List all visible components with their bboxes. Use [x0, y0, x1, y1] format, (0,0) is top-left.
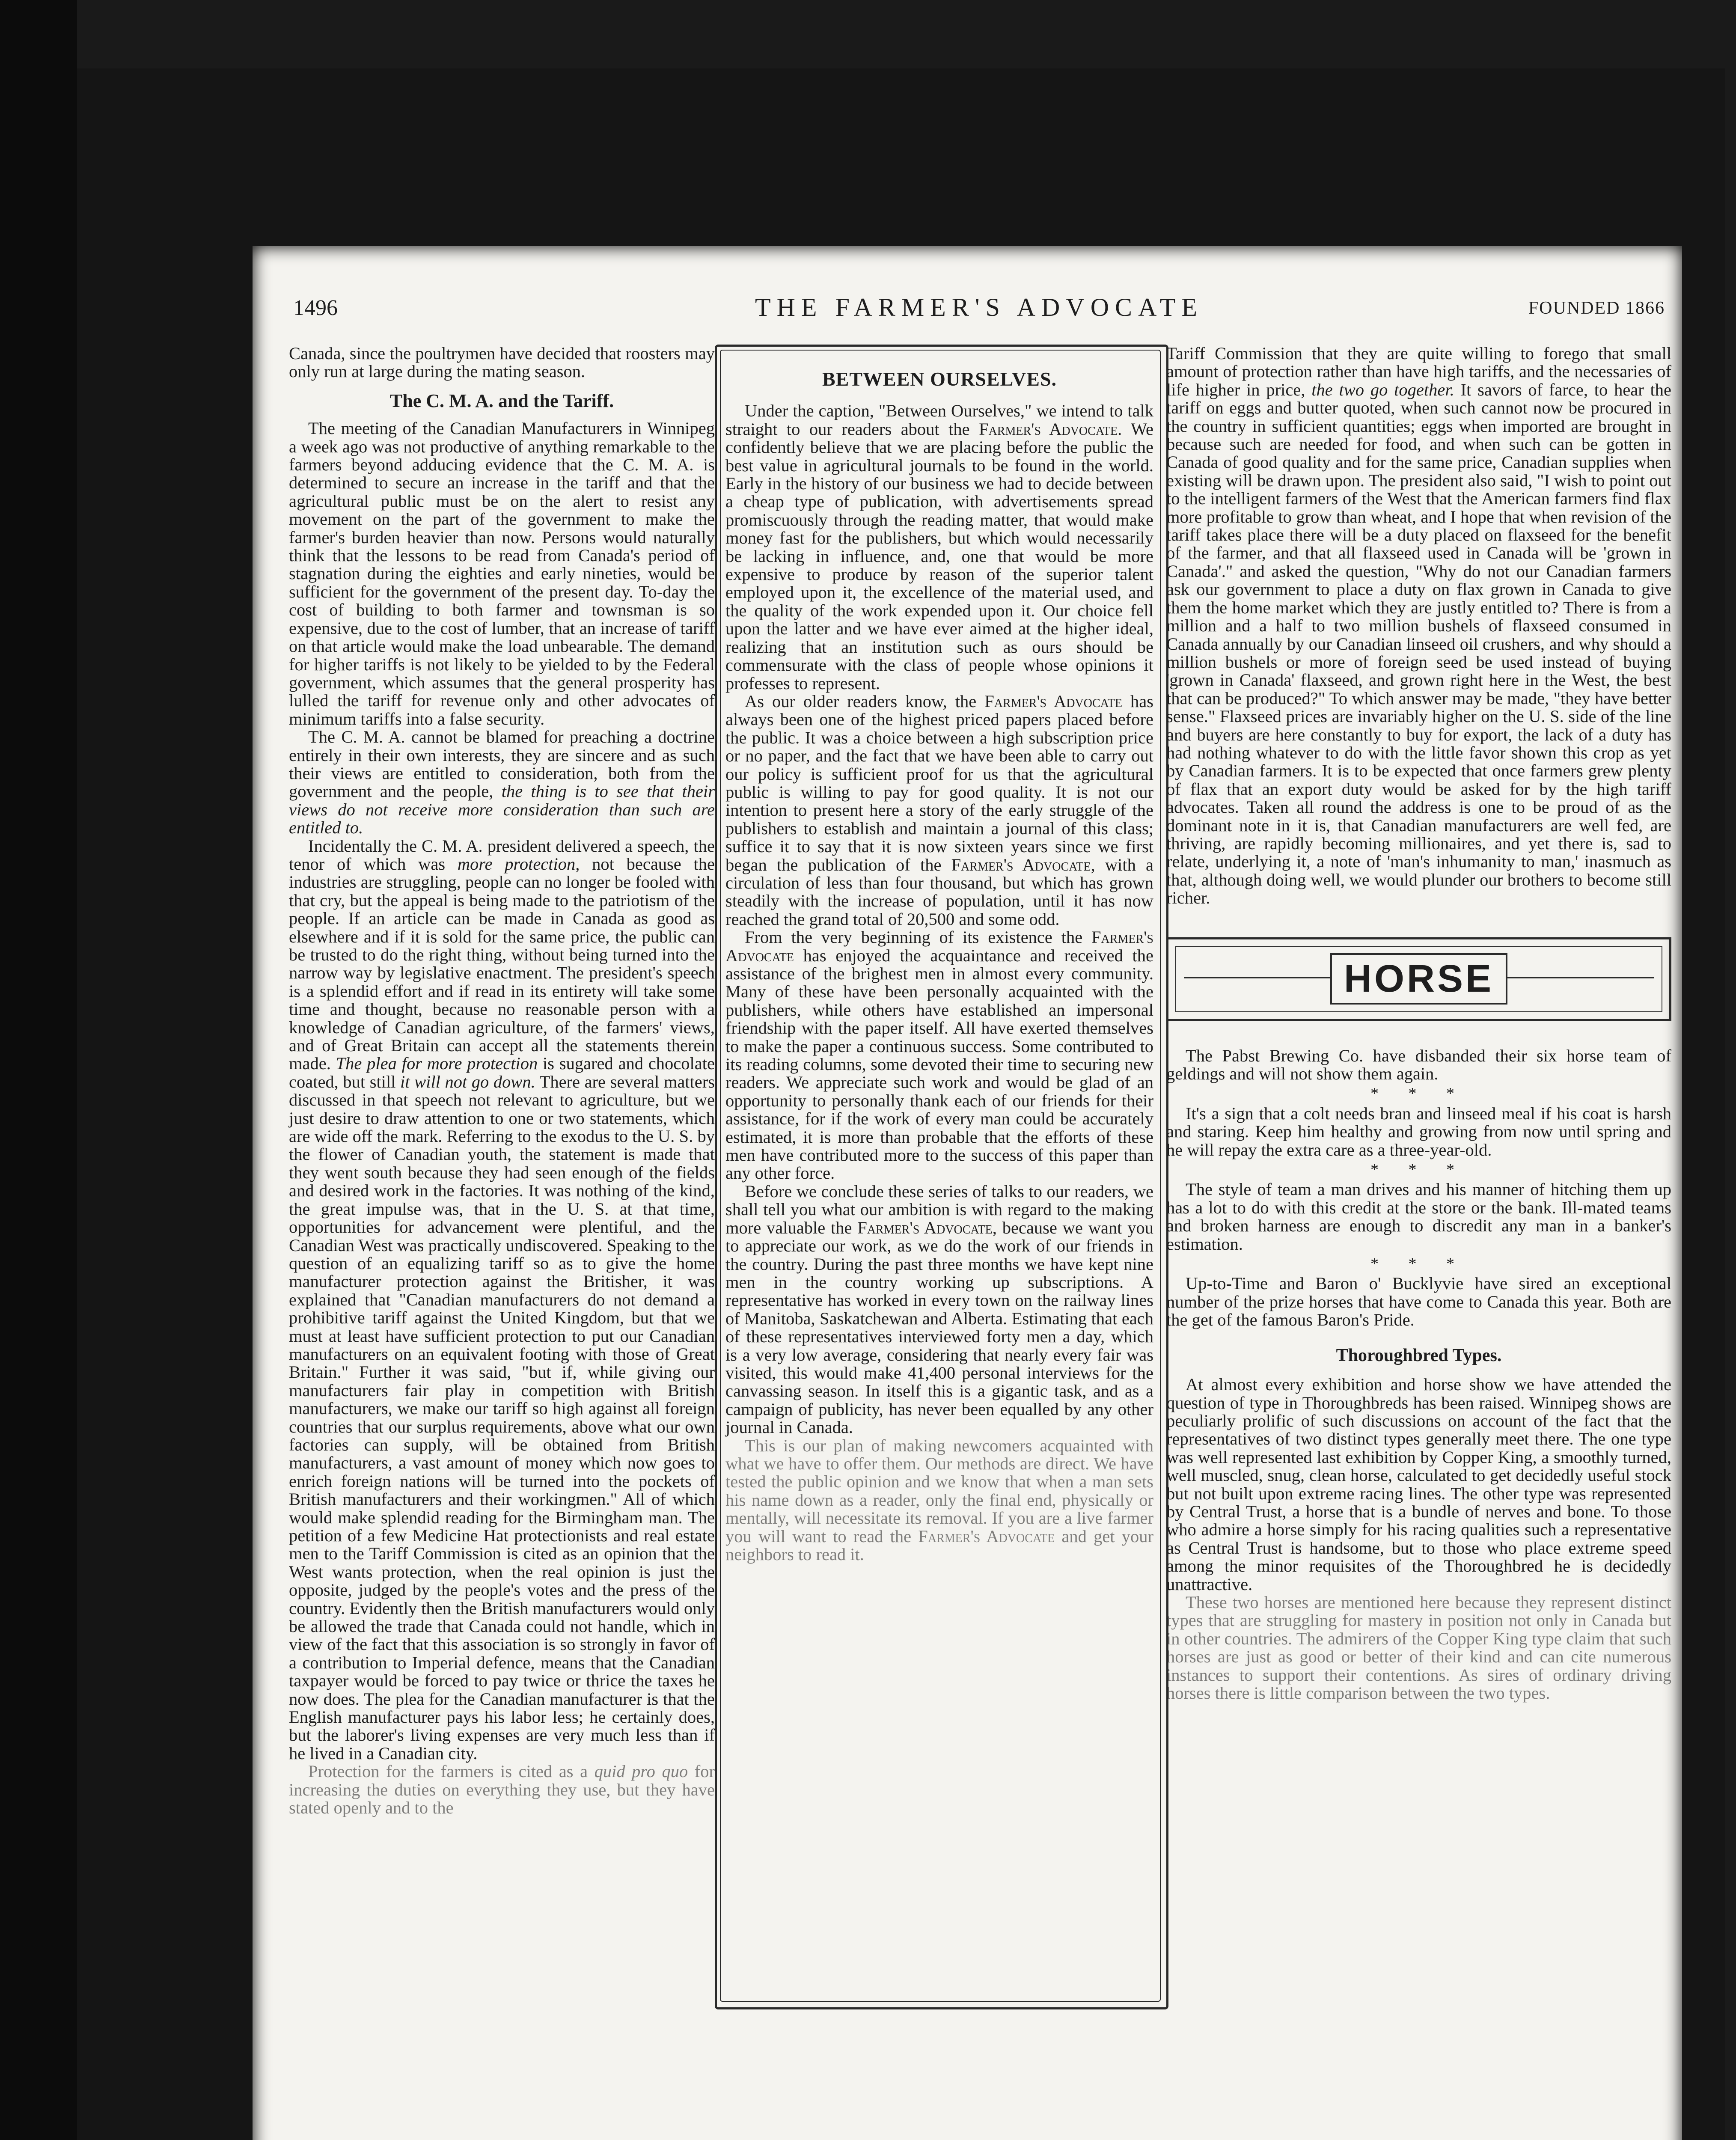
- text-run: Incidentally the C. M. A. president delivered a speech, the tenor of which was: [289, 836, 715, 874]
- column-left: [289, 345, 715, 1817]
- paragraph: Canada, since the poultrymen have decided that roosters may only run at large during the mating season.: [289, 344, 715, 381]
- paragraph: The Pabst Brewing Co. have disbanded their six horse team of geldings and will not show them again.: [1166, 1046, 1671, 1083]
- paragraph: [289, 1763, 715, 1817]
- banner-label: HORSE: [1330, 953, 1507, 1005]
- text-run: with a circulation of less than four thousand, but which has grown steadily with the increase of population, until it has now reached the grand total of 20,500 and some odd.: [725, 855, 1153, 929]
- italic-run: quid pro quo: [594, 1762, 688, 1781]
- text-run: is sugared and chocolate coated, but still: [289, 1054, 715, 1091]
- text-run: not because the industries are struggling, people can no longer be fooled with that cry, but the appeal is being made to the patriotism of the people. If an article can be made in Canada as good as elsewhere and if it is sold for the same price, the public can be trusted to do the right thing, without being turned into the narrow way by legislative enactment. The president's speech is a splendid effort and if read in its entirety will take some time and thought, because no reasonable person with a knowledge of Canadian agriculture, of the farmers' views, and of Great Britain can accept all the statements therein made.: [289, 854, 715, 1073]
- separator-stars: * * *: [1370, 1085, 1467, 1103]
- paragraph: [289, 837, 715, 1763]
- text-run: has always been one of the highest priced papers placed before the public. It was a choice between a high subscription price or no paper, and the fact that we have been able to carry out our policy is sufficient proof for us that the agricultural public is willing to pay for good quality. It is not our intention to present here a story of the early struggle of the publishers to establish and maintain a journal of this class; suffice it to say that it is now sixteen years since we first began the publication of the: [725, 691, 1153, 874]
- text-run: Before we conclude these series of talks to our readers, we shall tell you what our ambition is with regard to the making more valuable the: [725, 1181, 1153, 1237]
- paragraph: [725, 693, 1153, 928]
- italic-run: more protection,: [457, 854, 580, 874]
- text-run: It savors of farce, to hear the tariff on eggs and butter quoted, when such cannot now be procured in the country in sufficient quantities; eggs when imported are brought in because such are needed for food, and when such can be gotten in Canada of good quality and for the same price, Canadian supplies when existing will be drawn upon. The president also said, "I wish to point out to the intelligent farmers of the West that the American farmers find flax more profitable to grow than wheat, and I hope that when revision of the tariff takes place there will be a duty placed on flaxseed for the benefit of the farmer, and that all flaxseed used in Canada will be 'grown in Canada'." and asked the question, "Why do not our Canadian farmers ask our government to place a duty on flax grown in Canada to give them the home market which they are justly entitled to? There is from a million and a half to two million bushels of flaxseed consumed in Canada annually by our Canadian linseed oil crushers, and why should a million bushels or more of foreign seed be used instead of buying 'grown in Canada' flaxseed, and grown right here in the West, the best that can be produced?" To which answer may be made, "they have better sense." Flaxseed prices are invariably higher on the U. S. side of the line and buyers are here constantly to buy for export, the lack of a duty has had nothing whatever to do with the little favor shown this crop as yet by Canadian farmers. It is to be expected that once farmers grew plenty of flax that an export duty would be asked for by the high tariff advocates. Taken all round the address is one to be proud of as the dominant note in it is, that Canadian manufacturers are well fed, are thriving, are rapidly becoming millionaires, and yet there is, sad to relate, underlying it, a note of 'man's inhumanity to man,' inasmuch as that, although doing well, we would plunder our brothers to become still richer.: [1166, 380, 1672, 908]
- text-run: This is our plan of making newcomers acquainted with what we have to offer them. Our methods are direct. We have tested the public opinion and we know that when a man sets his name down as a reader, only the final end, physically or mentally, will necessitate its removal. If you are a live farmer you will want to read the: [725, 1436, 1153, 1546]
- paragraph: [1166, 345, 1671, 907]
- paragraph: It's a sign that a colt needs bran and linseed meal if his coat is harsh and staring. Keep him healthy and growing from now until spring and he will repay the extra care as a three-year-old.: [1166, 1103, 1671, 1159]
- small-caps-run: Farmer's Advocate,: [857, 1218, 997, 1237]
- italic-run: The plea for more protection: [336, 1054, 538, 1073]
- text-run: There are several matters discussed in that speech not relevant to agriculture, but we just desire to draw attention to one or two statements, which are wide off the mark. Referring to the exodus to the U. S. by the flower of Canadian youth, the statement is made that they went south because they had seen enough of the fields and desired work in the factories. It was nothing of the kind, the great impulse was, that in the U. S. at that time, opportunities for advancement were plentiful, and the Canadian West was practically undiscovered. Speaking to the question of an equalizing tariff so as to give the home manufacturer protection against the Britisher, it was explained that "Canadian manufacturers do not demand a prohibitive tariff against the United Kingdom, but that we must at least have sufficient protection to put our Canadian manufacturers on an equivalent footing with those of Great Britain." Further it was said, "but if, while giving our manufacturers fair play in competition with British manufacturers, we make our tariff so high against all foreign countries that our surplus requirements, above what our own factories can supply, will be obtained from British manufacturers, a vast amount of money which now goes to enrich foreign nations will be turned into the pockets of British manufacturers and their workingmen." All of which would make splendid reading for the Birmingham man. The petition of a few Medicine Hat protectionists and real estate men to the Tariff Commission is cited as an opinion that the West wants protection, when the real opinion is just the opposite, judged by the people's votes and the press of the country. Evidently then the British manufacturers would only be allowed the trade that Canada could not handle, which in view of the fact that this association is so strongly in favor of a contribution to Imperial defence, means that the Canadian taxpayer would be forced to pay twice or thrice the taxes he now does. The plea for the Canadian manufacturer is that the English manufacturer pays his labor less; he certainly does, but the laborer's living expenses are very much less than if he lived in a Canadian city.: [289, 1072, 715, 1763]
- column-between-ourselves: [725, 345, 1153, 1563]
- text-run: As our older readers know, the: [745, 691, 977, 711]
- small-caps-run: Farmer's Advocate: [918, 1526, 1055, 1546]
- small-caps-run: Farmer's Advocate.: [979, 419, 1122, 439]
- italic-run: the thing is to see that their views do not receive more consideration than such are entitled to.: [289, 782, 715, 838]
- text-run: Tariff Commission that they are quite willing to forego that small amount of protection rather than have high tariffs, and the necessaries of life higher in price,: [1166, 344, 1671, 399]
- text-run: has enjoyed the acquaintance and received the assistance of the brighest men in almost every community. Many of these have been personally acquainted with the publishers, while others have established an impersonal friendship with the paper itself. All have exerted themselves to make the paper a continuous success. Some contributed to its reading columns, some devoted their time to securing new readers. We appreciate such work and would be glad of an opportunity to personally thank each of our friends for their assistance, for if the work of every man could be accurately estimated, it is more than probable that the efforts of these men have contributed more to the success of this paper than any other force.: [725, 945, 1154, 1183]
- paragraph: At almost every exhibition and horse show we have attended the question of type in Thoroughbreds has been raised. Winnipeg shows are peculiarly prolific of such discussions on account of the fact that the representatives of two distinct types generally meet there. The one type was well represented last exhibition by Copper King, a smoothly turned, well muscled, snug, clean horse, calculated to get decidedly useful stock but not built upon extreme racing lines. The other type was represented by Central Trust, a horse that is a bundle of nerves and bone. To those who admire a horse simply for his racing qualities such a representative as Central Trust is handsome, but to those who place extreme speed among the minor requisites of the Thoroughbred he is decidedly unattractive.: [1166, 1375, 1671, 1594]
- paragraph: The style of team a man drives and his manner of hitching them up has a lot to do with this credit at the store or the bank. Ill-mated teams and broken harness are enough to discredit any man in a banker's estimation.: [1166, 1180, 1671, 1254]
- small-caps-run: Farmer's Advocate,: [951, 855, 1095, 874]
- founded-date: FOUNDED 1866: [1528, 298, 1665, 318]
- banner-frame: [1175, 946, 1662, 1012]
- scan-shadow-left: [0, 0, 77, 2140]
- text-run: We confidently believe that we are placing before the public the best value in agricultural journals to be found in the world. Early in the history of our business we had to decide between a cheap type of publication, with advertisements spread promiscuously through the reading matter, that would make money fast for the publishers, but which would necessarily be lacking in influence, and, one that would be more expensive to produce by reason of the superior talent employed upon it, the excellence of the material used, and the quality of the work expended upon it. Our choice fell upon the latter and we have ever aimed at the higher ideal, realizing that an institution such as ours should be commensurate with the class of people whose opinions it professes to represent.: [725, 419, 1153, 693]
- small-caps-run: Farmer's Advocate: [984, 691, 1122, 711]
- paragraph: [725, 402, 1153, 693]
- italic-run: the two go together.: [1311, 380, 1454, 399]
- paragraph: Up-to-Time and Baron o' Bucklyvie have sired an exceptional number of the prize horses that have come to Canada this year. Both are the get of the famous Baron's Pride.: [1166, 1274, 1671, 1330]
- separator-stars: * * *: [1370, 1161, 1467, 1179]
- box-title: BETWEEN OURSELVES.: [822, 368, 1057, 390]
- text-run: because we want you to appreciate our work, as we do the work of our friends in the country. During the past three months we have kept nine men in the country working up subscriptions. A representative has worked in every town on the railway lines of Manitoba, Saskatchewan and Alberta. Estimating that each of these representatives interviewed forty men a day, which is a very low average, considering that nearly every fair was visited, this would make 41,400 personal interviews for the canvassing season. In itself this is a gigantic task, and as a campaign of publicity, has never been equalled by any other journal in Canada.: [725, 1218, 1153, 1437]
- text-run: From the very beginning of its existence the: [745, 927, 1083, 947]
- newspaper-page: [253, 246, 1682, 2140]
- page-number: 1496: [293, 296, 338, 320]
- paragraph: [725, 928, 1153, 1183]
- text-run: for increasing the duties on everything they use, but they have stated openly and to the: [289, 1762, 715, 1818]
- masthead: THE FARMER'S ADVOCATE: [755, 293, 1204, 321]
- section-heading-thoroughbred-types: Thoroughbred Types.: [1336, 1345, 1502, 1365]
- section-heading-cma-tariff: The C. M. A. and the Tariff.: [389, 390, 614, 411]
- separator-stars: * * *: [1370, 1255, 1467, 1273]
- paragraph: These two horses are mentioned here because they represent distinct types that are struggling for mastery in position not only in Canada but in other countries. The admirers of the Copper King type claim that such horses are just as good or better of their kind and can cite numerous instances to support their contentions. As sires of ordinary driving horses there is little comparison between the two types.: [1166, 1592, 1671, 1703]
- text-run: Protection for the farmers is cited as a: [308, 1762, 588, 1781]
- italic-run: it will not go down.: [400, 1072, 535, 1091]
- text-run: Under the caption, "Between Ourselves," we intend to talk straight to our readers about the: [725, 401, 1153, 439]
- column-right: [1166, 345, 1671, 1702]
- text-run: The C. M. A. cannot be blamed for preaching a doctrine entirely in their own interests, they are sincere and as such their views are entitled to consideration, both from the government and the people,: [289, 727, 715, 801]
- paragraph: The meeting of the Canadian Manufacturers in Winnipeg a week ago was not productive of anything remarkable to the farmers beyond adducing evidence that the C. M. A. is determined to secure an increase in the tariff and that the agricultural public must be on the alert to resist any movement on the part of the government to make the farmer's burden heavier than now. Persons would naturally think that the lessons to be read from Canada's period of stagnation during the eighties and early nineties, would be sufficient for the government of the present day. To-day the cost of building to both farmer and townsman is so expensive, due to the cost of lumber, that an increase of tariff on that article would make the load unbearable. The demand for higher tariffs is not likely to be yielded to by the Federal government, which assumes that the general prosperity has lulled the tariff for revenue only and other advocates of minimum tariffs into a false security.: [289, 419, 715, 728]
- section-banner-horse: [1166, 937, 1671, 1021]
- text-run: and get your neighbors to read it.: [725, 1526, 1153, 1564]
- paragraph: [725, 1437, 1153, 1564]
- paragraph: [725, 1183, 1153, 1437]
- paragraph: [289, 728, 715, 837]
- page-header: [293, 295, 1665, 330]
- small-caps-run: Farmer's Advocate: [725, 927, 1153, 965]
